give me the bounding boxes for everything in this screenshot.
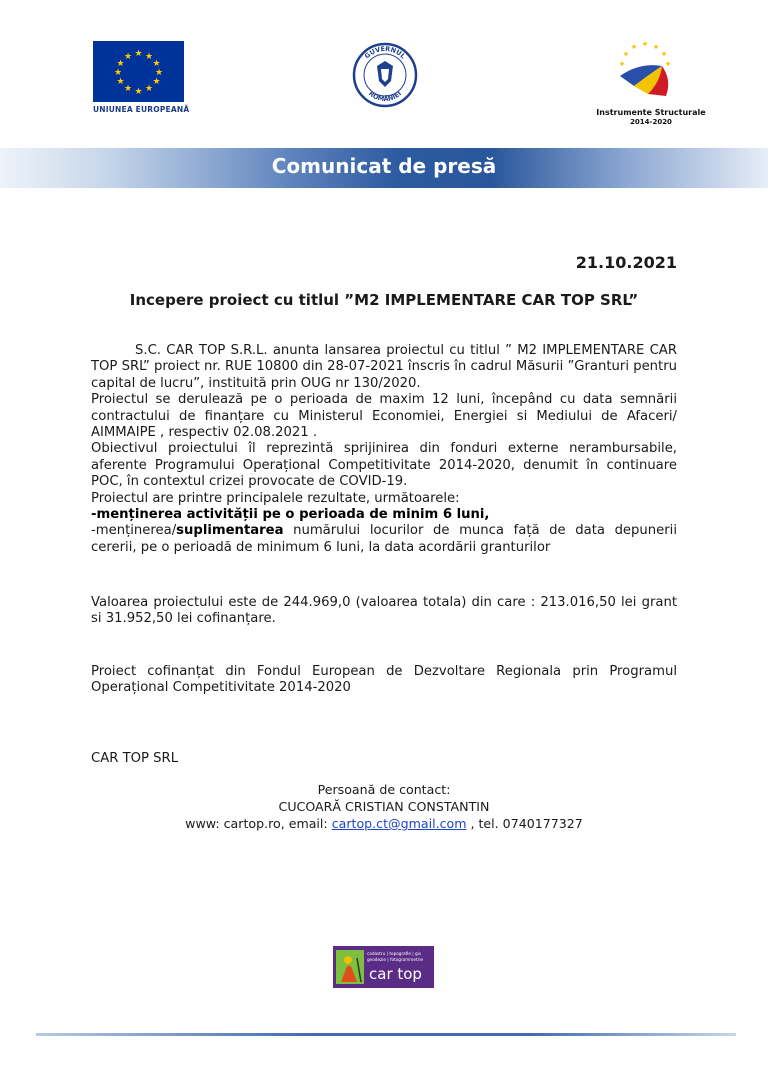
svg-text:★: ★ [154,68,164,78]
structural-instruments-years: 2014-2020 [630,118,672,126]
svg-text:★: ★ [116,77,125,87]
structural-instruments-title: Instrumente Structurale [596,108,706,117]
cartop-brand: car top [369,965,422,983]
contact-www: www: cartop.ro, email: [185,816,332,831]
svg-text:★: ★ [144,84,154,94]
svg-text:★: ★ [123,84,133,94]
svg-text:ROMÂNIEI: ROMÂNIEI [367,89,403,104]
svg-text:★: ★ [152,77,161,87]
release-date: 21.10.2021 [575,253,677,272]
result-item-1: -menținerea activității pe o perioada de minim 6 luni, [91,507,490,523]
paragraph-duration: Proiectul se derulează pe o perioada de maxim 12 luni, începând cu data semnării contractului de finanțare cu Ministerul Economiei, Energiei si Mediului de Afaceri/ AIMMAIPE , respectiv 02.08.2021 . [91,392,677,441]
svg-text:★: ★ [113,68,123,78]
svg-text:★: ★ [618,60,626,68]
company-name: CAR TOP SRL [91,751,179,766]
government-seal-logo [352,42,418,108]
eu-label: UNIUNEA EUROPEANĂ [93,105,190,114]
svg-text:★: ★ [152,59,161,69]
svg-text:★: ★ [134,49,143,59]
cartop-logo [333,946,434,988]
cartop-tagline-2: geodezie | fotogrammetrie [367,957,424,962]
paragraph-funding: Proiect cofinanțat din Fondul European de Dezvoltare Regionala prin Programul Operațional Competitivitate 2014-2020 [91,664,677,696]
svg-text:★: ★ [641,40,649,48]
svg-text:★: ★ [144,52,154,62]
svg-text:GUVERNUL: GUVERNUL [363,44,407,61]
svg-text:★: ★ [622,50,630,58]
svg-text:★: ★ [630,43,638,51]
result-item-2-prefix: -menținerea/ [91,523,177,539]
result-item-2-bold: suplimentarea [176,523,284,539]
email-link[interactable]: cartop.ct@gmail.com [331,816,467,831]
structural-instruments-logo [610,36,680,106]
svg-text:★: ★ [660,50,668,58]
body-text [91,343,677,556]
contact-details [91,816,677,833]
svg-text:★: ★ [134,87,143,97]
contact-phone: , tel. 0740177327 [466,816,583,831]
result-item-2-rest: numărului locurilor de munca față de data depunerii cererii, pe o perioadă de minimum 6 luni, la data acordării granturilor [91,523,677,555]
svg-text:★: ★ [664,60,672,68]
result-item-2 [91,523,677,556]
paragraph-project-value: Valoarea proiectului este de 244.969,0 (valoarea totala) din care : 213.016,50 lei grant si 31.952,50 lei cofinanțare. [91,595,677,627]
paragraph-results-intro: Proiectul are printre principalele rezultate, următoarele: [91,490,460,506]
eu-flag-logo [93,41,184,102]
cartop-tagline-1: cadastru | topografie | gis [367,951,422,956]
banner-title: Comunicat de presă [271,154,497,178]
contact-name: CUCOARĂ CRISTIAN CONSTANTIN [278,799,490,814]
svg-text:★: ★ [652,43,660,51]
svg-text:★: ★ [116,59,125,69]
contact-label: Persoană de contact: [317,782,451,797]
svg-text:★: ★ [123,52,133,62]
paragraph-intro: S.C. CAR TOP S.R.L. anunta lansarea proiectul cu titlul ” M2 IMPLEMENTARE CAR TOP SRL” proiect nr. RUE 10800 din 28-07-2021 înscris în cadrul Măsurii ”Granturi pentru capital de lucru”, instituită prin OUG nr 130/2020. [91,343,677,391]
paragraph-objective: Obiectivul proiectului îl reprezintă sprijinirea din fonduri externe nerambursabile, aferente Programului Operațional Competitivitate 2014-2020, denumit în continuare POC, în contextul crizei provocate de COVID-19. [91,441,677,490]
document-title: Incepere proiect cu titlul ”M2 IMPLEMENTARE CAR TOP SRL” [129,291,639,309]
footer-divider [36,1033,736,1036]
